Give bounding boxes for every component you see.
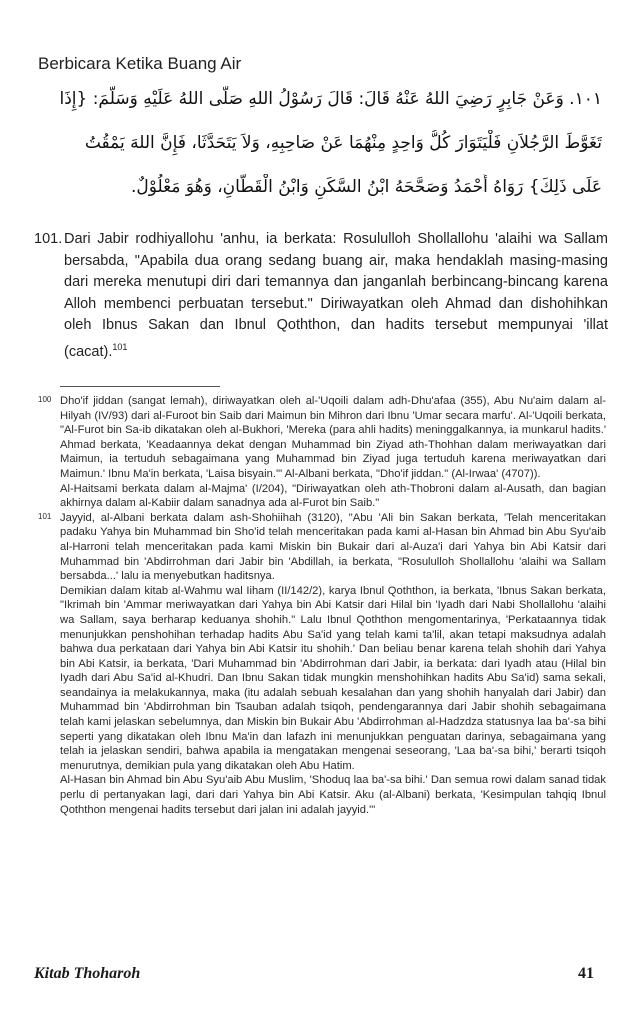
footnote-mark: 100 <box>38 395 52 404</box>
footnote-paragraph: Al-Haitsami berkata dalam al-Majma' (I/204), "Diriwayatkan oleh ath-Thobroni dalam al-Ausath, dan bagian akhirnya dalam al-Kabiir dalam sanadnya ada al-Furot bin Saib." <box>60 482 606 510</box>
hadith-text-block <box>64 229 608 363</box>
section-title: Berbicara Ketika Buang Air <box>38 54 242 73</box>
hadith-translation <box>34 229 608 363</box>
arabic-text-line-3: عَلَى ذَلِكَ} رَوَاهُ أَحْمَدُ وَصَحَّحَهُ ابْنُ السَّكَنِ وَابْنُ الْقَطَّانِ، وَهُوَ مَعْلُوْلٌ. <box>130 177 602 197</box>
page-number: 41 <box>578 965 594 982</box>
footnote-text <box>60 394 606 511</box>
footnotes <box>38 394 606 817</box>
footnote-divider <box>60 386 220 387</box>
arabic-text-line-1: ١٠١. وَعَنْ جَابِرٍ رَضِيَ اللهُ عَنْهُ قَالَ: قَالَ رَسُوْلُ اللهِ صَلَّى اللهُ عَلَيْهِ وَسَلَّمَ: {إِذَا <box>59 89 602 109</box>
hadith-number: 101. <box>34 231 63 247</box>
hadith-text: Dari Jabir rodhiyallohu 'anhu, ia berkata: Rosululloh Shollallohu 'alaihi wa Sallam bersabda, "Apabila dua orang sedang buang air, maka hendaklah masing-masing dari mereka menutupi diri dari temannya dan janganlah berbincang-bincang karena Alloh membenci perbuatan tersebut." Diriwayatkan oleh Ahmad dan dishohihkan oleh Ibnus Sakan dan Ibnul Qoththon, dan hadits tersebut mempunyai 'illat (cacat). <box>64 231 608 360</box>
book-title-footer: Kitab Thoharoh <box>34 965 141 982</box>
footnote-reference: 101 <box>112 341 128 352</box>
footnote-paragraph: Demikian dalam kitab al-Wahmu wal Iiham (II/142/2), karya Ibnul Qoththon, ia berkata, 'Ibnus Sakan berkata, "Ikrimah bin 'Ammar meriwayatkan dari Yahya bin Abi Katsir dari Hilal bin 'Iyadh dari Nabi Shollallohu 'alaihi wa Sallam, saya berharap keduanya shohih." Lalu Ibnul Qoththon mengomentarinya, 'Perkataannya tidak menunjukkan penshohihan terhadap hadits Abu Sa'id yang telah kami ta'lil, akan tetapi maksudnya adalah bahwa dua perkataan dari Yahya bin Abi Katsir itu shohih.' Dan beliau benar karena telah shohih dari Yahya bin Abi Katsir, ia berkata, 'Dari Muhammad bin 'Abdirrohman dari Jabir, ia berkata: dari Iyadh atau (Hilal bin Iyadh dari Abu Sa'id al-Khudri. Dan Ibnu Sakan tidak mungkin menshohihkan hadits Abu Sa'id) sama sekali, seandainya ia melakukannya, maka (itu adalah sebuah kesalahan dan yang shohih hanyalah dari Jabir) dan Muhammad bin 'Abdirrohman bin Tsauban adalah tsiqoh, pendengarannya dari Jabir shohih sebagaimana telah kami jelaskan sebelumnya, dan Miskin bin Bukair Abu 'Abdirrohman al-Hadzdza statusnya laa ba'-sa bihi seperti yang dikatakan oleh Ibnu Ma'in dan lafazh ini menunjukkan penguatan darinya, sebagaimana yang telah ia jelaskan sendiri, bahwa apabila ia mengatakan mengenai seseorang, 'Laa ba'-sa bihi,' berarti tsiqoh menurutnya, demikian pula yang dikatakan oleh Abu Hatim. <box>60 584 606 772</box>
footnote-paragraph: Jayyid, al-Albani berkata dalam ash-Shohiihah (3120), "Abu 'Ali bin Sakan berkata, 'Telah menceritakan padaku Yahya bin Muhammad bin Sho'id telah menceritakan pada kami al-Hasan bin Ahmad bin Abu Syu'aib al-Harroni telah menceritakan pada kami Miskin bin Bukair dari al-Auza'i dari Yahya bin Abi Katsir dari Muhammad bin 'Abdirrohman dari Jabir bin 'Abdillah, ia berkata, "Rosululloh Shollallohu 'alaihi wa Sallam bersabda...' lalu ia menyebutkan haditsnya. <box>60 511 606 583</box>
footnote-100 <box>38 394 606 511</box>
footnote-text <box>60 511 606 817</box>
footnote-101 <box>38 511 606 817</box>
footnote-mark: 101 <box>38 511 52 521</box>
footnote-paragraph: Dho'if jiddan (sangat lemah), diriwayatkan oleh al-'Uqoili dalam adh-Dhu'afaa (355), Abu Nu'aim dalam al-Hilyah (IV/93) dari al-Furoot bin Saib dari Maimun bin Mihron dari Ibnu 'Umar secara marfu'. Al-'Uqoili berkata, "Al-Furot bin Sa-ib dikatakan oleh al-Bukhori, 'Mereka (para ahli hadits) meninggalkannya, ia munkarul hadits.' Ahmad berkata, 'Keadaannya dekat dengan Muhammad bin Ziyad ath-Thohhan dalam meriwayatkan dari Maimun, ia tertuduh sebagaimana yang Muhammad bin Ziyad juga tertuduh karena meriwayatkan dari Maimun.' Ibnu Ma'in berkata, 'Laisa bisyain.'" Al-Albani berkata, "Dho'if jiddan." (Al-Irwaa' (4707)). <box>60 395 606 480</box>
arabic-text-line-2: تَغَوَّطَ الرَّجُلاَنِ فَلْيَتَوَارَ كُلُّ وَاحِدٍ مِنْهُمَا عَنْ صَاحِبِهِ، وَلاَ يَتَحَدَّثَا، فَإِنَّ اللهَ يَمْقُتُ <box>84 133 602 153</box>
footnote-paragraph: Al-Hasan bin Ahmad bin Abu Syu'aib Abu Muslim, 'Shoduq laa ba'-sa bihi.' Dan semua rowi dalam sanad tidak perlu di pertanyakan lagi, dari dari Yahya bin Abi Katsir. Aku (al-Albani) berkata, 'Kesimpulan tahqiq Ibnul Qoththon mengenai hadits tersebut dari jalan ini adalah jayyid.'" <box>60 774 606 816</box>
